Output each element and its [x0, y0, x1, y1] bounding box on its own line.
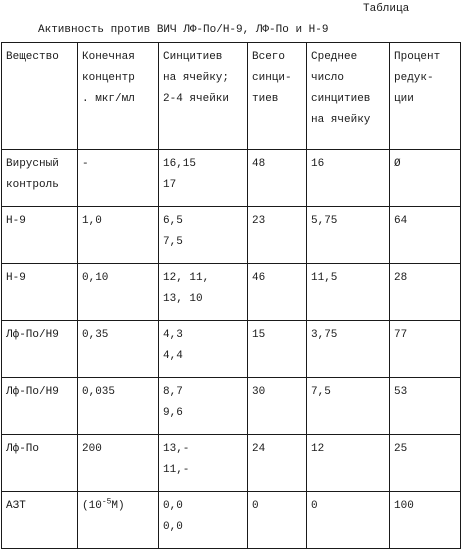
cell-total: 30	[248, 378, 307, 435]
header-substance: Вещество	[2, 43, 78, 150]
cell-concentration: 0,035	[78, 378, 159, 435]
cell-mean: 0	[307, 492, 390, 549]
concentration-suffix: М)	[111, 500, 125, 512]
cell-reduction: 64	[390, 207, 461, 264]
cell-concentration: -	[78, 150, 159, 207]
cell-mean: 16	[307, 150, 390, 207]
activity-table	[1, 42, 461, 549]
cell-syncytia-per-cell: 8,7 9,6	[159, 378, 248, 435]
table-row	[2, 321, 461, 378]
header-concentration: Конечная концентр . мкг/мл	[78, 43, 159, 150]
cell-reduction: 53	[390, 378, 461, 435]
cell-concentration: 1,0	[78, 207, 159, 264]
cell-concentration	[78, 492, 159, 549]
header-syncytia-per-cell: Синцитиев на ячейку; 2-4 ячейки	[159, 43, 248, 150]
cell-syncytia-per-cell: 4,3 4,4	[159, 321, 248, 378]
table-row	[2, 207, 461, 264]
cell-mean: 12	[307, 435, 390, 492]
header-row	[2, 43, 461, 150]
cell-mean: 3,75	[307, 321, 390, 378]
cell-total: 0	[248, 492, 307, 549]
cell-concentration: 0,35	[78, 321, 159, 378]
cell-reduction: 77	[390, 321, 461, 378]
header-total-syncytia: Всего синци- тиев	[248, 43, 307, 150]
cell-mean: 7,5	[307, 378, 390, 435]
cell-syncytia-per-cell: 6,5 7,5	[159, 207, 248, 264]
cell-mean: 5,75	[307, 207, 390, 264]
cell-substance: Н-9	[2, 207, 78, 264]
table-row	[2, 378, 461, 435]
table-row	[2, 264, 461, 321]
cell-reduction: 28	[390, 264, 461, 321]
cell-substance: Вирусный контроль	[2, 150, 78, 207]
table-row	[2, 150, 461, 207]
cell-reduction: 100	[390, 492, 461, 549]
table-label: Таблица	[363, 3, 410, 15]
concentration-prefix: (10	[82, 500, 102, 512]
cell-total: 48	[248, 150, 307, 207]
cell-syncytia-per-cell: 16,15 17	[159, 150, 248, 207]
cell-substance: Лф-По	[2, 435, 78, 492]
cell-total: 46	[248, 264, 307, 321]
header-reduction-percent: Процент редук- ции	[390, 43, 461, 150]
table-title: Активность против ВИЧ ЛФ-По/Н-9, ЛФ-По и Н-9	[38, 24, 329, 36]
cell-substance: Лф-По/Н9	[2, 378, 78, 435]
table-row	[2, 435, 461, 492]
cell-mean: 11,5	[307, 264, 390, 321]
cell-concentration: 200	[78, 435, 159, 492]
cell-total: 24	[248, 435, 307, 492]
cell-total: 15	[248, 321, 307, 378]
cell-syncytia-per-cell: 13,- 11,-	[159, 435, 248, 492]
cell-concentration: 0,10	[78, 264, 159, 321]
cell-substance: Н-9	[2, 264, 78, 321]
cell-reduction: 25	[390, 435, 461, 492]
header-mean-syncytia: Среднее число синцитиев на ячейку	[307, 43, 390, 150]
table-row	[2, 492, 461, 549]
cell-total: 23	[248, 207, 307, 264]
cell-syncytia-per-cell: 0,0 0,0	[159, 492, 248, 549]
concentration-exponent: -5	[101, 497, 112, 507]
cell-substance: АЗТ	[2, 492, 78, 549]
cell-substance: Лф-По/Н9	[2, 321, 78, 378]
cell-syncytia-per-cell: 12, 11, 13, 10	[159, 264, 248, 321]
cell-reduction: Ø	[390, 150, 461, 207]
